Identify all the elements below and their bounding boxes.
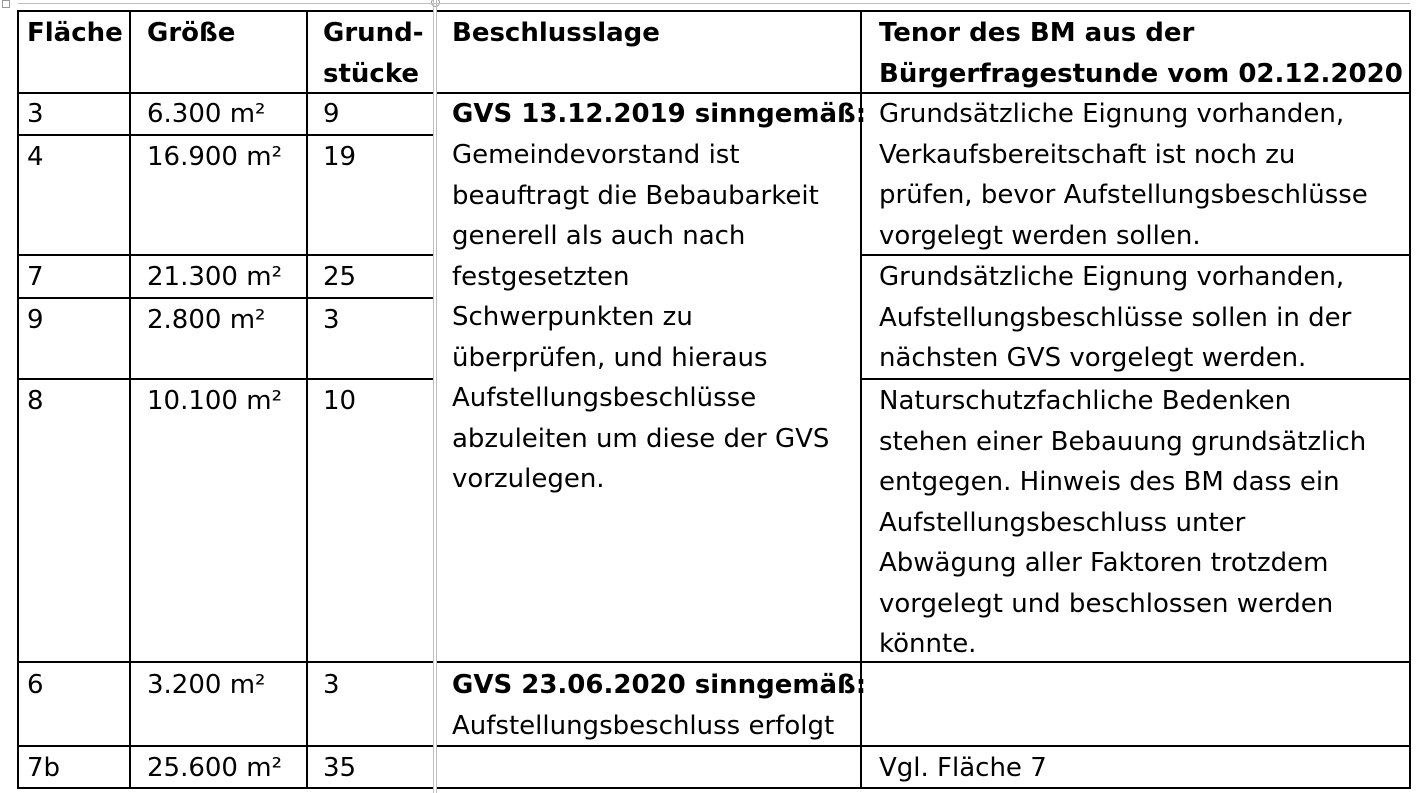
cell-groesse: 3.200 m² (147, 670, 266, 700)
cell-grundstuecke: 19 (323, 142, 357, 172)
cell-grundstuecke: 3 (323, 305, 340, 335)
header-tenor: Tenor des BM aus der Bürgerfragestunde vom 02.12.2020 (879, 18, 1403, 89)
table-move-handle-icon[interactable] (2, 0, 10, 8)
row-border (17, 745, 433, 747)
cell-groesse: 2.800 m² (147, 305, 266, 335)
cell-grundstuecke: 9 (323, 99, 340, 129)
column-border (1409, 10, 1411, 789)
tenor-group-3: Naturschutzfachliche Bedenken stehen einer Bebauung grundsätzlich entgegen. Hinweis des BM dass ein Aufstellungsbeschluss unter Abwägung aller Faktoren trotzdem vorgelegt und beschlossen werden könnte. (879, 386, 1367, 659)
cell-grundstuecke: 25 (323, 262, 357, 292)
cell-flaeche: 9 (27, 305, 44, 335)
cell-groesse: 25.600 m² (147, 753, 282, 783)
cell-grundstuecke: 35 (323, 753, 357, 783)
header-beschlusslage: Beschlusslage (452, 18, 660, 48)
row-border (17, 378, 433, 380)
cell-flaeche: 7b (27, 753, 61, 783)
beschluss-title-2: GVS 23.06.2020 sinngemäß: (452, 670, 867, 700)
row-border (437, 10, 1410, 12)
row-border (17, 254, 433, 256)
top-border-gray (18, 3, 1410, 4)
beschluss-text-2: Aufstellungsbeschluss erfolgt (452, 711, 835, 741)
cell-groesse: 10.100 m² (147, 386, 282, 416)
column-border (17, 10, 19, 789)
cell-flaeche: 8 (27, 386, 44, 416)
cell-flaeche: 6 (27, 670, 44, 700)
column-border (129, 10, 131, 789)
beschluss-title-1: GVS 13.12.2019 sinngemäß: (452, 99, 867, 129)
header-flaeche: Fläche (27, 18, 123, 48)
cell-grundstuecke: 10 (323, 386, 357, 416)
column-border (306, 10, 308, 789)
cell-groesse: 21.300 m² (147, 262, 282, 292)
table-split-line (433, 0, 434, 793)
header-grundstuecke: Grund- stücke (323, 18, 424, 89)
header-groesse: Größe (147, 18, 236, 48)
beschluss-text-1: Gemeindevorstand ist beauftragt die Bebaubarkeit generell als auch nach festgesetzten Schwerpunkten zu überprüfen, und hieraus Aufstellungsbeschlüsse abzuleiten um diese der GVS vorzulegen. (452, 140, 830, 494)
table-split-line (436, 0, 437, 793)
tenor-group-2: Grundsätzliche Eignung vorhanden, Aufstellungsbeschlüsse sollen in der nächsten GVS vorgelegt werden. (879, 262, 1352, 373)
cell-flaeche: 4 (27, 142, 44, 172)
tenor-group-5: Vgl. Fläche 7 (879, 753, 1047, 783)
row-border (17, 10, 433, 12)
cell-flaeche: 7 (27, 262, 44, 292)
cell-grundstuecke: 3 (323, 670, 340, 700)
cell-groesse: 6.300 m² (147, 99, 266, 129)
row-border (17, 661, 433, 663)
cell-flaeche: 3 (27, 99, 44, 129)
cell-groesse: 16.900 m² (147, 142, 282, 172)
tenor-group-1: Grundsätzliche Eignung vorhanden, Verkaufsbereitschaft ist noch zu prüfen, bevor Aufstellungsbeschlüsse vorgelegt werden sollen. (879, 99, 1368, 251)
